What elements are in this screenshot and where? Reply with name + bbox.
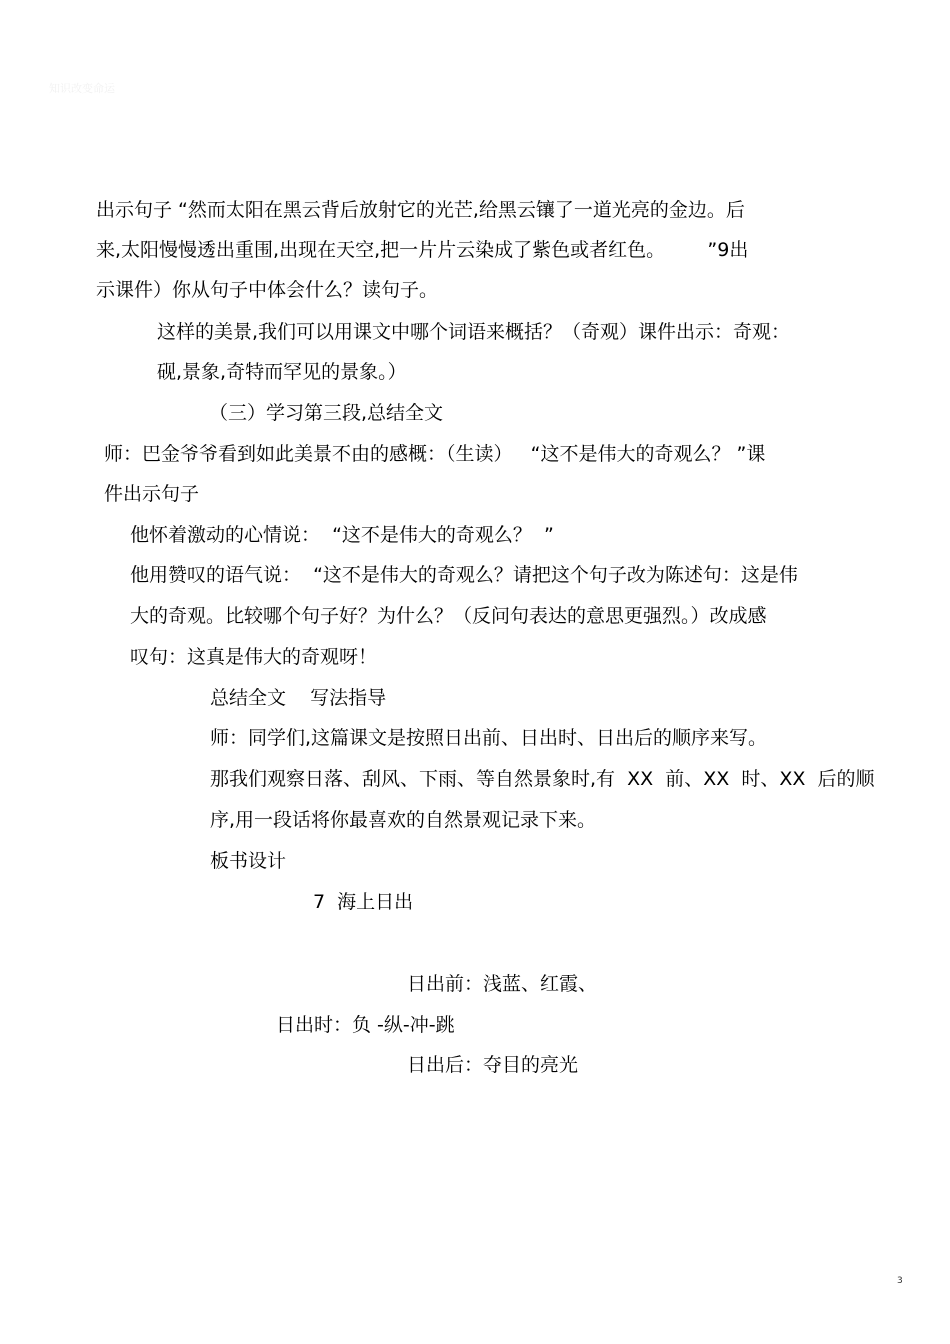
section-heading: （三）学习第三段,总结全文 — [209, 402, 444, 424]
page-number: 3 — [897, 1276, 903, 1286]
board-after-sunrise: 日出后：夺目的亮光 — [407, 1054, 579, 1076]
text-line-14: 师：同学们,这篇课文是按照日出前、日出时、日出后的顺序来写。 — [210, 727, 768, 749]
board-during-sunrise: 日出时：负 -纵-冲-跳 — [276, 1014, 455, 1036]
text-line-1: 出示句子 “然而太阳在黑云背后放射它的光芒,给黑云镶了一道光亮的金边。后 — [96, 199, 745, 221]
text-line-11: 大的奇观。比较哪个句子好？为什么？（反问句表达的意思更强烈。）改成感 — [130, 605, 767, 627]
board-title: 7 海上日出 — [313, 891, 414, 913]
watermark-text: 知识改变命运 — [49, 82, 115, 95]
summary-heading: 总结全文 写法指导 — [210, 687, 387, 709]
text-line-5: 砚,景象,奇特而罕见的景象。） — [157, 361, 407, 383]
text-line-7: 师：巴金爷爷看到如此美景不由的感概：（生读） “这不是伟大的奇观么？ ”课 — [104, 443, 766, 465]
text-line-3: 示课件）你从句子中体会什么？读句子。 — [96, 279, 439, 301]
text-line-12: 叹句：这真是伟大的奇观呀！ — [130, 646, 378, 668]
text-line-4: 这样的美景,我们可以用课文中哪个词语来概括？（奇观）课件出示：奇观： — [157, 321, 791, 343]
board-design-heading: 板书设计 — [210, 850, 287, 872]
text-line-16: 序,用一段话将你最喜欢的自然景观记录下来。 — [210, 809, 597, 831]
text-line-15: 那我们观察日落、刮风、下雨、等自然景象时,有 XX 前、XX 时、XX 后的顺 — [210, 768, 875, 790]
text-line-9: 他怀着激动的心情说： “这不是伟大的奇观么？ ” — [130, 524, 554, 546]
text-line-10: 他用赞叹的语气说： “这不是伟大的奇观么？请把这个句子改为陈述句：这是伟 — [130, 564, 798, 586]
text-line-8: 件出示句子 — [104, 483, 200, 505]
text-line-2: 来,太阳慢慢透出重围,出现在天空,把一片片云染成了紫色或者红色。 ”9出 — [96, 239, 749, 261]
board-before-sunrise: 日出前：浅蓝、红霞、 — [407, 973, 598, 995]
